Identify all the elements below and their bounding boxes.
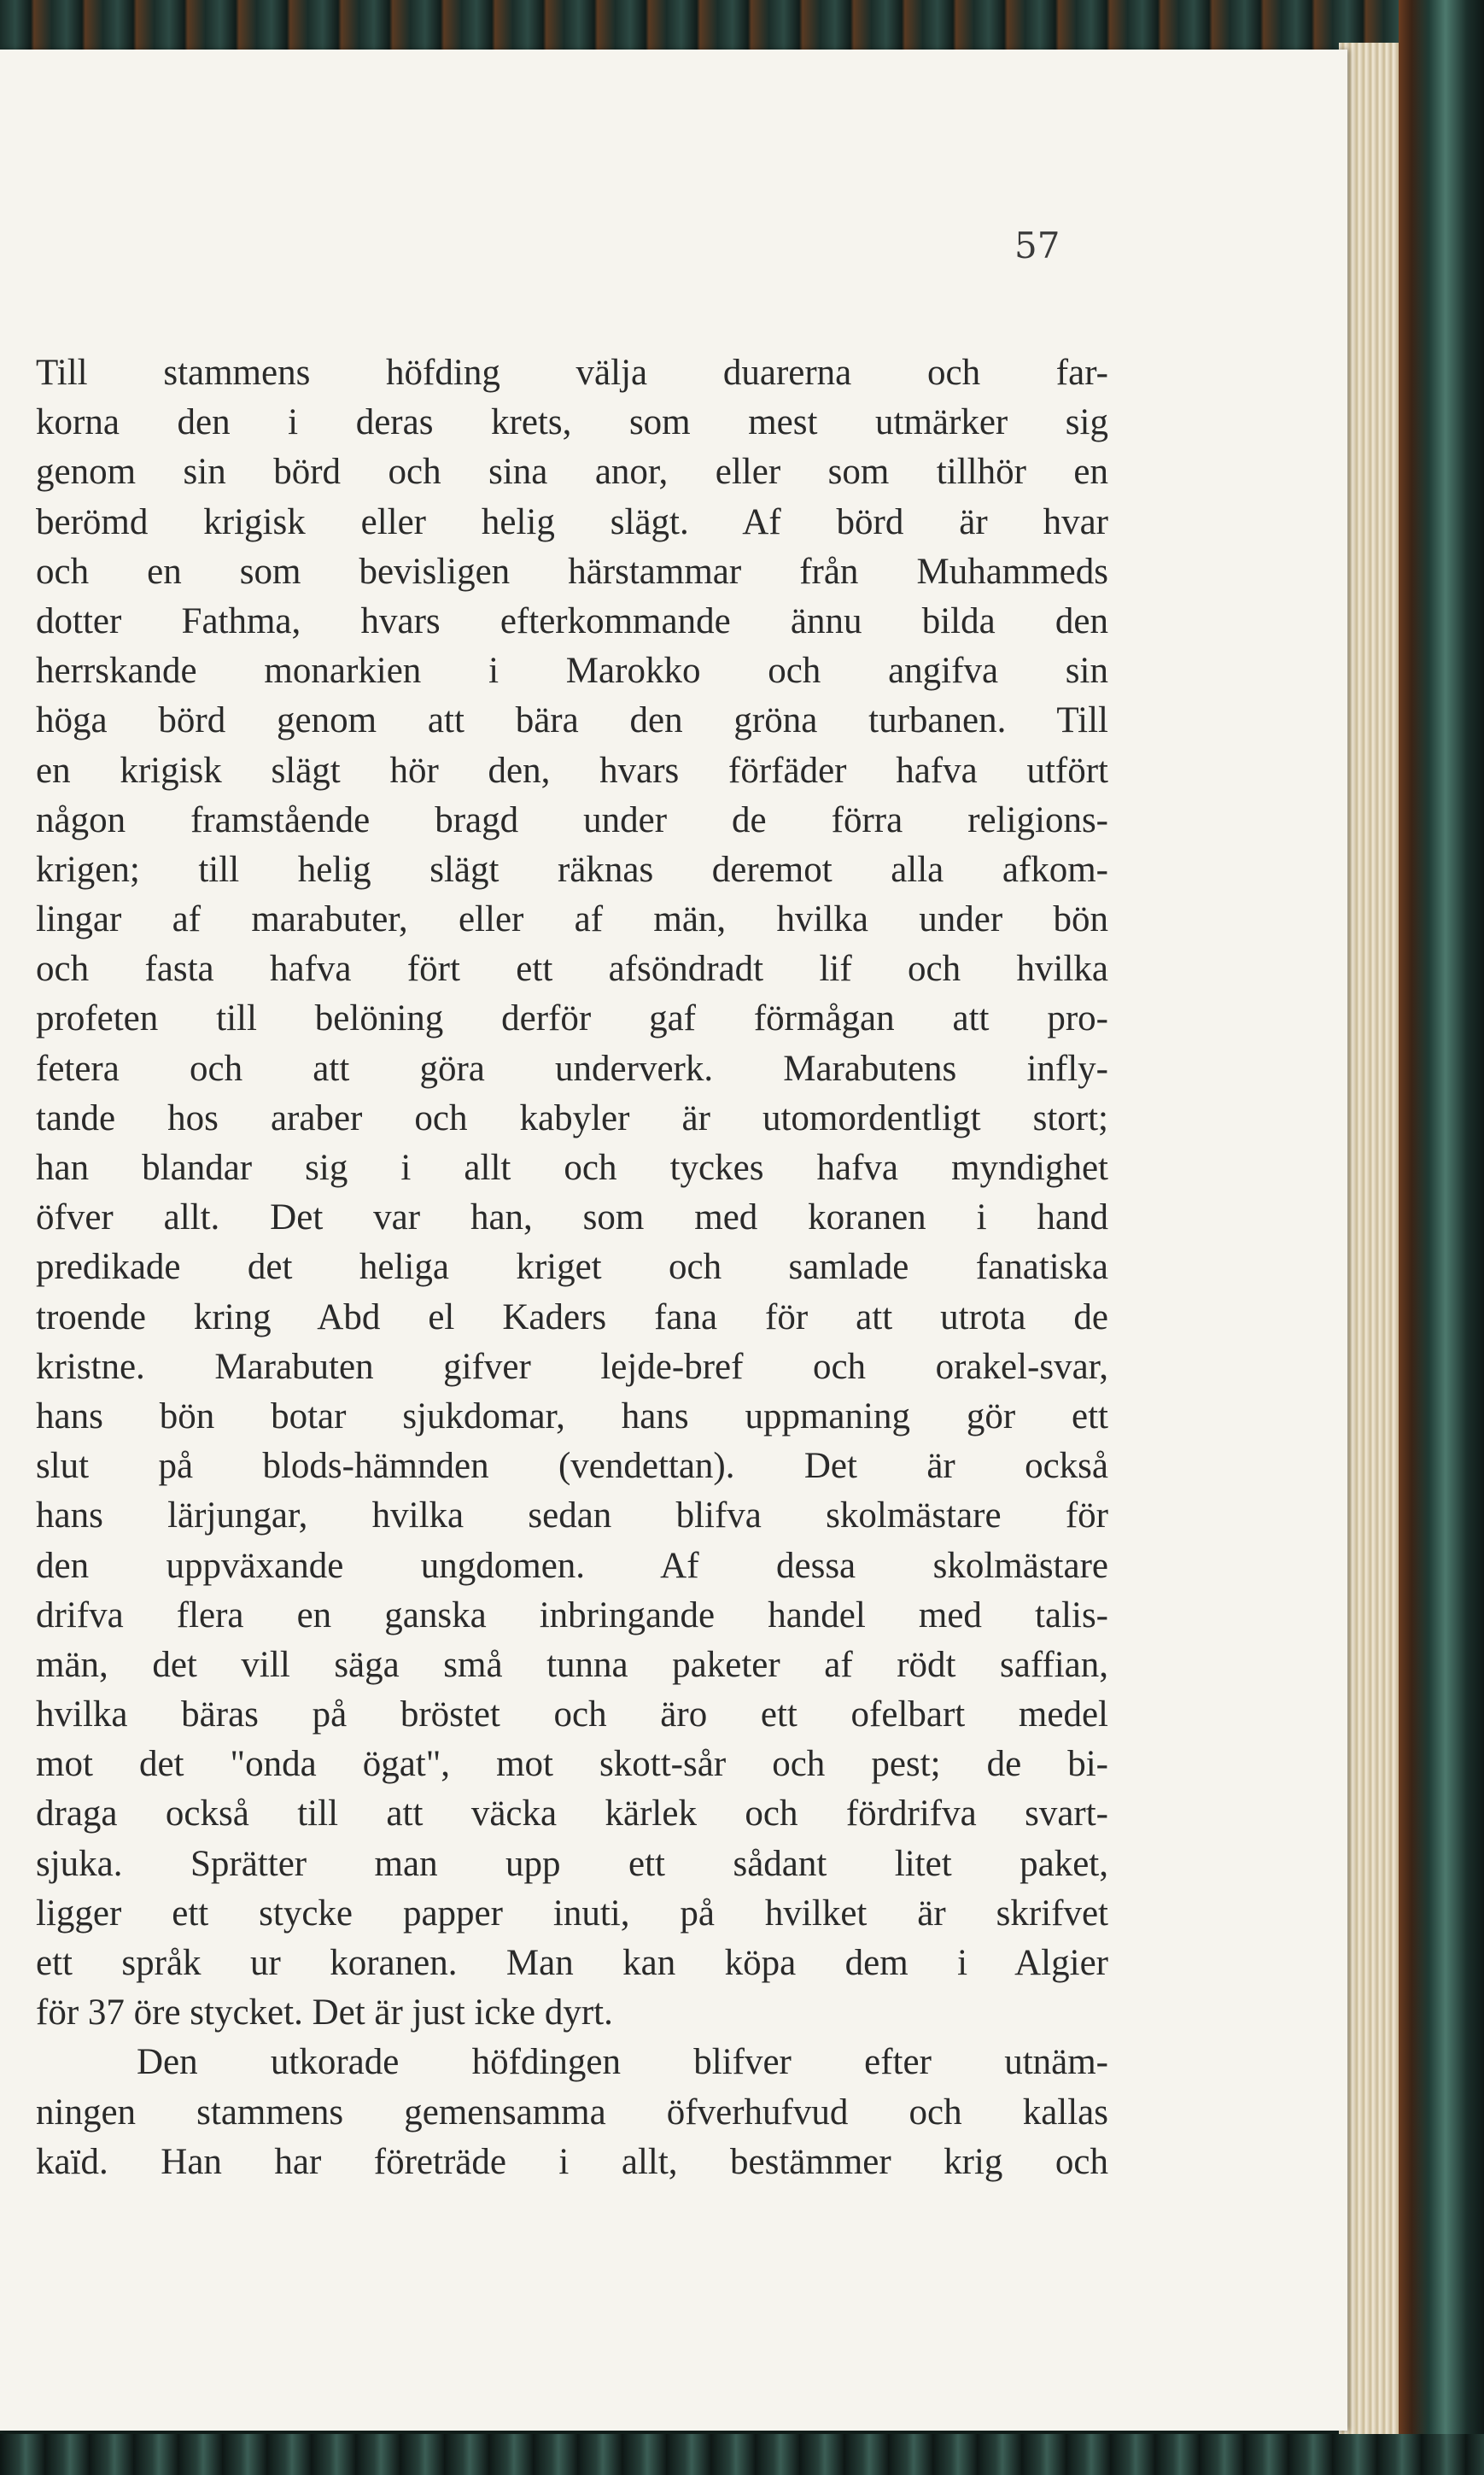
text-line: ett språk ur koranen. Man kan köpa dem i Algier [36,1943,1108,1983]
book-bottom-edge [0,2434,1484,2475]
text-line: Till stammens höfding välja duarerna och far- [36,353,1108,393]
paragraph-1 [36,348,1108,2038]
text-line: och fasta hafva fört ett afsöndradt lif och hvilka [36,949,1108,990]
book-binding [1399,0,1484,2475]
text-line: en krigisk slägt hör den, hvars förfäder hafva utfört [36,750,1108,791]
text-line: tande hos araber och kabyler är utomordentligt stort; [36,1097,1108,1138]
text-line: predikade det heliga kriget och samlade fanatiska [36,1247,1108,1288]
text-line: lingar af marabuter, eller af män, hvilka under bön [36,899,1108,940]
text-line: herrskande monarkien i Marokko och angifva sin [36,651,1108,692]
book-page [0,50,1347,2431]
text-line: kristne. Marabuten gifver lejde-bref och orakel-svar, [36,1346,1108,1387]
text-line: Den utkorade höfdingen blifver efter utnäm- [137,2042,1108,2083]
text-line: sjuka. Sprätter man upp ett sådant litet paket, [36,1843,1108,1884]
text-line: korna den i deras krets, som mest utmärker sig [36,402,1108,443]
text-line: hans bön botar sjukdomar, hans uppmaning gör ett [36,1395,1108,1436]
text-line: öfver allt. Det var han, som med koranen i hand [36,1197,1108,1238]
text-line: mot det "onda ögat", mot skott-sår och pest; de bi- [36,1744,1108,1785]
text-line: hvilka bäras på bröstet och äro ett ofelbart medel [36,1694,1108,1735]
text-line: höga börd genom att bära den gröna turbanen. Till [36,700,1108,741]
text-line: någon framstående bragd under de förra religions- [36,799,1108,840]
text-line: dotter Fathma, hvars efterkommande ännu bilda den [36,600,1108,641]
page-stack-edge [1339,43,1399,2434]
text-line: draga också till att väcka kärlek och fördrifva svart- [36,1793,1108,1834]
text-line: män, det vill säga små tunna paketer af rödt saffian, [36,1644,1108,1685]
text-line: hans lärjungar, hvilka sedan blifva skolmästare för [36,1495,1108,1536]
page-number: 57 [1014,225,1060,266]
text-line: berömd krigisk eller helig slägt. Af börd är hvar [36,501,1108,542]
text-line: troende kring Abd el Kaders fana för att utrota de [36,1296,1108,1337]
text-line: fetera och att göra underverk. Marabutens infly- [36,1048,1108,1089]
paragraph-2 [36,2038,1108,2187]
text-line: och en som bevisligen härstammar från Muhammeds [36,551,1108,592]
text-line: genom sin börd och sina anor, eller som tillhör en [36,452,1108,493]
text-line: för 37 öre stycket. Det är just icke dyrt. [36,1992,613,2033]
page-body-text [36,348,1108,2187]
text-line: slut på blods-hämnden (vendettan). Det är också [36,1446,1108,1487]
book-top-edge [0,0,1484,51]
text-line: han blandar sig i allt och tyckes hafva myndighet [36,1148,1108,1188]
text-line: drifva flera en ganska inbringande handel med talis- [36,1594,1108,1635]
text-line: kaïd. Han har företräde i allt, bestämmer krig och [36,2141,1108,2182]
text-line: ningen stammens gemensamma öfverhufvud och kallas [36,2092,1108,2133]
text-line: den uppväxande ungdomen. Af dessa skolmästare [36,1545,1108,1586]
text-line: krigen; till helig slägt räknas deremot alla afkom- [36,849,1108,890]
text-line: ligger ett stycke papper inuti, på hvilket är skrifvet [36,1893,1108,1934]
text-line: profeten till belöning derför gaf förmågan att pro- [36,998,1108,1039]
